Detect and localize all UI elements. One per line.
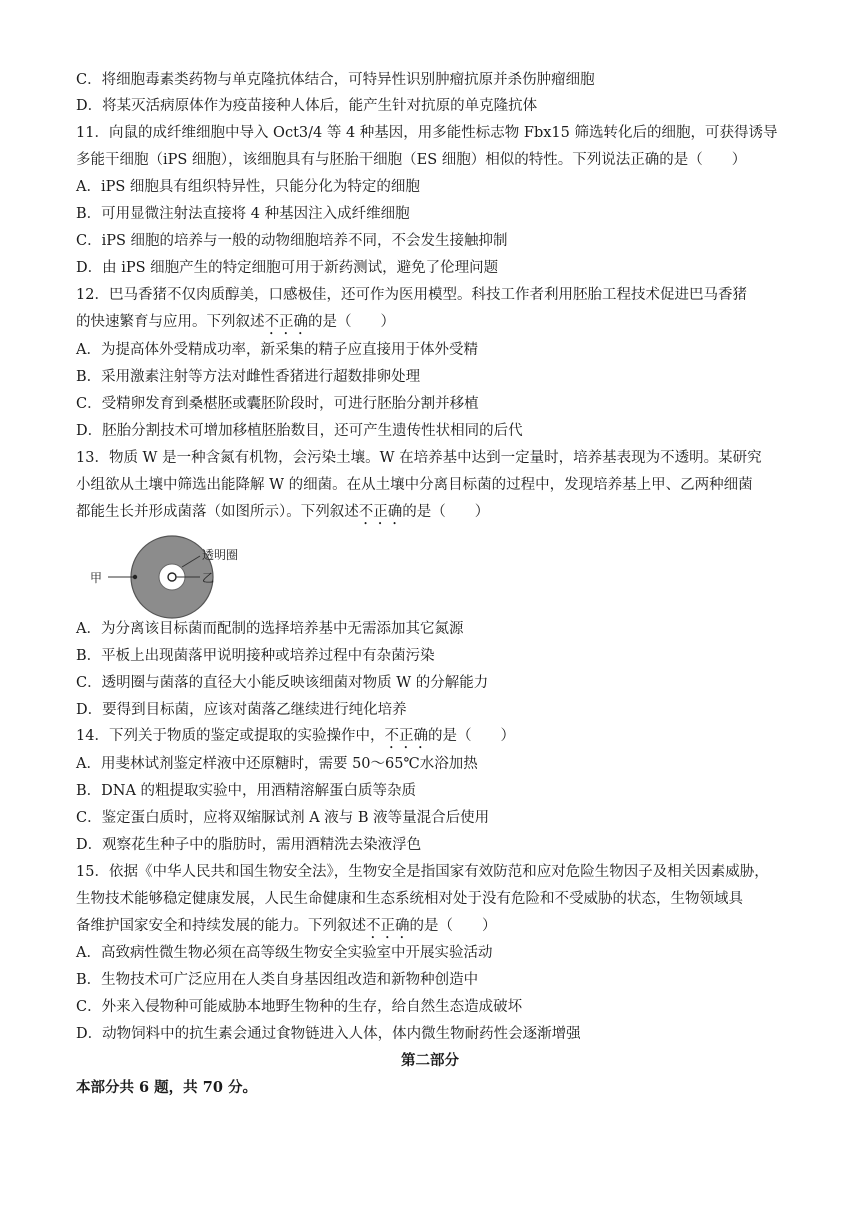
petri-dish-figure xyxy=(88,534,258,620)
q15-stem-line3 xyxy=(76,916,497,936)
q11-option-c: C．iPS 细胞的培养与一般的动物细胞培养不同，不会发生接触抑制 xyxy=(76,233,508,249)
q15-option-c: C．外来入侵物种可能威胁本地野生物种的生存，给自然生态造成破坏 xyxy=(76,999,523,1015)
q13-stem-line1: 13．物质 W 是一种含氮有机物，会污染土壤。W 在培养基中达到一定量时，培养基表现为不透明。某研究 xyxy=(76,450,762,466)
q13-stem-pre: 都能生长并形成菌落（如图所示）。下列叙述 xyxy=(76,504,359,520)
q12-option-d: D．胚胎分割技术可增加移植胚胎数目，还可产生遗传性状相同的后代 xyxy=(76,423,523,439)
q12-stem-line2 xyxy=(76,312,395,332)
q15-option-d: D．动物饲料中的抗生素会通过食物链进入人体，体内微生物耐药性会逐渐增强 xyxy=(76,1026,581,1042)
part2-note: 本部分共 6 题，共 70 分。 xyxy=(76,1079,257,1096)
q13-option-a: A．为分离该目标菌而配制的选择培养基中无需添加其它氮源 xyxy=(76,621,464,637)
q13-stem-line3 xyxy=(76,502,489,522)
q10-option-c: C．将细胞毒素类药物与单克隆抗体结合，可特异性识别肿瘤抗原并杀伤肿瘤细胞 xyxy=(76,72,595,88)
q10-option-d: D．将某灭活病原体作为疫苗接种人体后，能产生针对抗原的单克隆抗体 xyxy=(76,98,538,114)
q12-stem-post: 的是（ ） xyxy=(308,314,395,330)
q15-stem-post: 的是（ ） xyxy=(409,918,497,934)
q12-stem-pre: 的快速繁育与应用。下列叙述 xyxy=(76,314,265,330)
q13-stem-post: 的是（ ） xyxy=(402,504,490,520)
label-yi: 乙 xyxy=(202,571,215,585)
q15-stem-line1: 15．依据《中华人民共和国生物安全法》，生物安全是指国家有效防范和应对危险生物因子及相关因素威胁， xyxy=(76,864,769,880)
label-transparent-zone: 透明圈 xyxy=(202,548,239,562)
q14-option-a: A．用斐林试剂鉴定样液中还原糖时，需要 50～65℃水浴加热 xyxy=(76,756,478,772)
q11-option-d: D．由 iPS 细胞产生的特定细胞可用于新药测试，避免了伦理问题 xyxy=(76,260,499,276)
colony-yi xyxy=(168,573,176,581)
q15-stem-pre: 备维护国家安全和持续发展的能力。下列叙述 xyxy=(76,918,366,934)
q12-stem-line1: 12．巴马香猪不仅肉质醇美，口感极佳，还可作为医用模型。科技工作者利用胚胎工程技术促进巴马香猪 xyxy=(76,287,747,303)
q14-stem-post: 的是（ ） xyxy=(427,728,515,744)
q14-option-c: C．鉴定蛋白质时，应将双缩脲试剂 A 液与 B 液等量混合后使用 xyxy=(76,810,490,826)
q11-stem-line1: 11．向鼠的成纤维细胞中导入 Oct3/4 等 4 种基因，用多能性标志物 Fbx15 筛选转化后的细胞，可获得诱导 xyxy=(76,125,778,141)
q14-emphasis-not-correct: 不正确 xyxy=(384,728,428,744)
q11-stem-line2: 多能干细胞（iPS 细胞），该细胞具有与胚胎干细胞（ES 细胞）相似的特性。下列说法正确的是（ ） xyxy=(76,152,747,168)
q14-stem-pre: 14．下列关于物质的鉴定或提取的实验操作中， xyxy=(76,728,385,744)
q11-option-a: A．iPS 细胞具有组织特异性，只能分化为特定的细胞 xyxy=(76,179,420,195)
q13-option-b: B．平板上出现菌落甲说明接种或培养过程中有杂菌污染 xyxy=(76,648,435,664)
q15-option-a: A．高致病性微生物必须在高等级生物安全实验室中开展实验活动 xyxy=(76,945,493,961)
q13-stem-line2: 小组欲从土壤中筛选出能降解 W 的细菌。在从土壤中分离目标菌的过程中，发现培养基上甲、乙两种细菌 xyxy=(76,477,753,493)
q13-option-c: C．透明圈与菌落的直径大小能反映该细菌对物质 W 的分解能力 xyxy=(76,675,489,691)
q14-option-b: B．DNA 的粗提取实验中，用酒精溶解蛋白质等杂质 xyxy=(76,783,417,799)
q11-option-b: B．可用显微注射法直接将 4 种基因注入成纤维细胞 xyxy=(76,206,410,222)
q12-emphasis-not-correct: 不正确 xyxy=(264,314,308,330)
q15-emphasis-not-correct: 不正确 xyxy=(366,918,410,934)
part2-title: 第二部分 xyxy=(401,1052,459,1069)
q14-stem xyxy=(76,726,515,746)
q12-option-a: A．为提高体外受精成功率，新采集的精子应直接用于体外受精 xyxy=(76,342,478,358)
q12-option-c: C．受精卵发育到桑椹胚或囊胚阶段时，可进行胚胎分割并移植 xyxy=(76,396,479,412)
q14-option-d: D．观察花生种子中的脂肪时，需用酒精洗去染液浮色 xyxy=(76,837,422,853)
q13-option-d: D．要得到目标菌，应该对菌落乙继续进行纯化培养 xyxy=(76,702,407,718)
q15-stem-line2: 生物技术能够稳定健康发展，人民生命健康和生态系统相对处于没有危险和不受威胁的状态，生物领域具 xyxy=(76,891,743,907)
q15-option-b: B．生物技术可广泛应用在人类自身基因组改造和新物种创造中 xyxy=(76,972,479,988)
q13-emphasis-not-correct: 不正确 xyxy=(358,504,403,520)
q12-option-b: B．采用激素注射等方法对雌性香猪进行超数排卵处理 xyxy=(76,369,421,385)
label-jia: 甲 xyxy=(90,571,103,585)
colony-jia xyxy=(133,575,137,579)
petri-dish-diagram xyxy=(88,534,258,620)
